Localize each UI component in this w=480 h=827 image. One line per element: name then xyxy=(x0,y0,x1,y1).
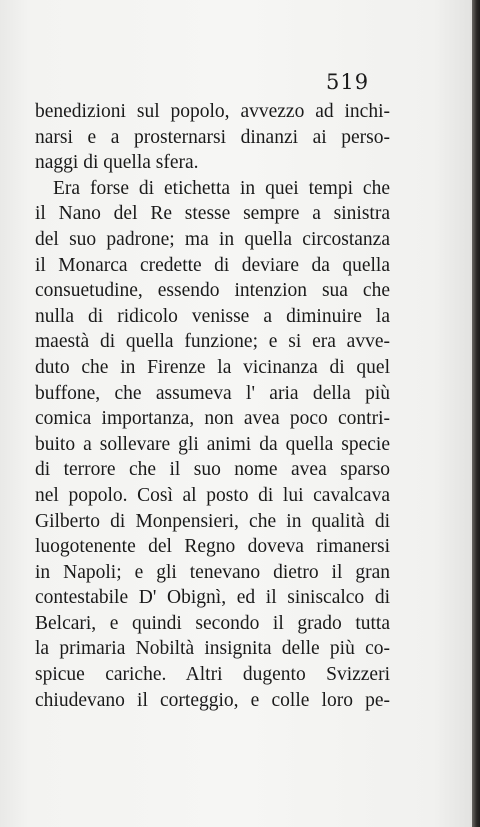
text-line: il Monarca credette di deviare da quella xyxy=(35,254,390,276)
text-line: del suo padrone; ma in quella circostanza xyxy=(35,228,390,250)
book-gutter-edge xyxy=(472,0,480,827)
text-line: narsi e a prosternarsi dinanzi ai perso- xyxy=(35,126,390,148)
text-line: chiudevano il corteggio, e colle loro pe- xyxy=(35,689,390,711)
text-line: comica importanza, non avea poco contri- xyxy=(35,408,390,430)
text-line: in Napoli; e gli tenevano dietro il gran xyxy=(35,561,390,583)
text-line: nulla di ridicolo venisse a diminuire la xyxy=(35,305,390,327)
text-line: Belcari, e quindi secondo il grado tutta xyxy=(35,612,390,634)
text-line: Gilberto di Monpensieri, che in qualità di xyxy=(35,510,390,532)
page-number: 519 xyxy=(326,70,370,94)
text-line: buffone, che assumeva l' aria della più xyxy=(35,382,390,404)
text-line: maestà di quella funzione; e si era avve- xyxy=(35,331,390,353)
text-line: nel popolo. Così al posto di lui cavalcava xyxy=(35,484,390,506)
text-line: Era forse di etichetta in quei tempi che xyxy=(53,177,390,199)
text-line: consuetudine, essendo intenzion sua che xyxy=(35,280,390,302)
text-line: la primaria Nobiltà insignita delle più co- xyxy=(35,638,390,660)
text-line: naggi di quella sfera. xyxy=(35,152,199,174)
text-line: il Nano del Re stesse sempre a sinistra xyxy=(35,203,390,225)
text-line: luogotenente del Regno doveva rimanersi xyxy=(35,536,390,558)
body-text xyxy=(35,99,390,713)
text-line: di terrore che il suo nome avea sparso xyxy=(35,459,390,481)
text-line: contestabile D' Obignì, ed il siniscalco di xyxy=(35,587,390,609)
text-line: buito a sollevare gli animi da quella specie xyxy=(35,433,390,455)
text-line: spicue cariche. Altri dugento Svizzeri xyxy=(35,664,390,686)
text-line: duto che in Firenze la vicinanza di quel xyxy=(35,356,390,378)
text-line: benedizioni sul popolo, avvezzo ad inchi- xyxy=(35,101,390,122)
